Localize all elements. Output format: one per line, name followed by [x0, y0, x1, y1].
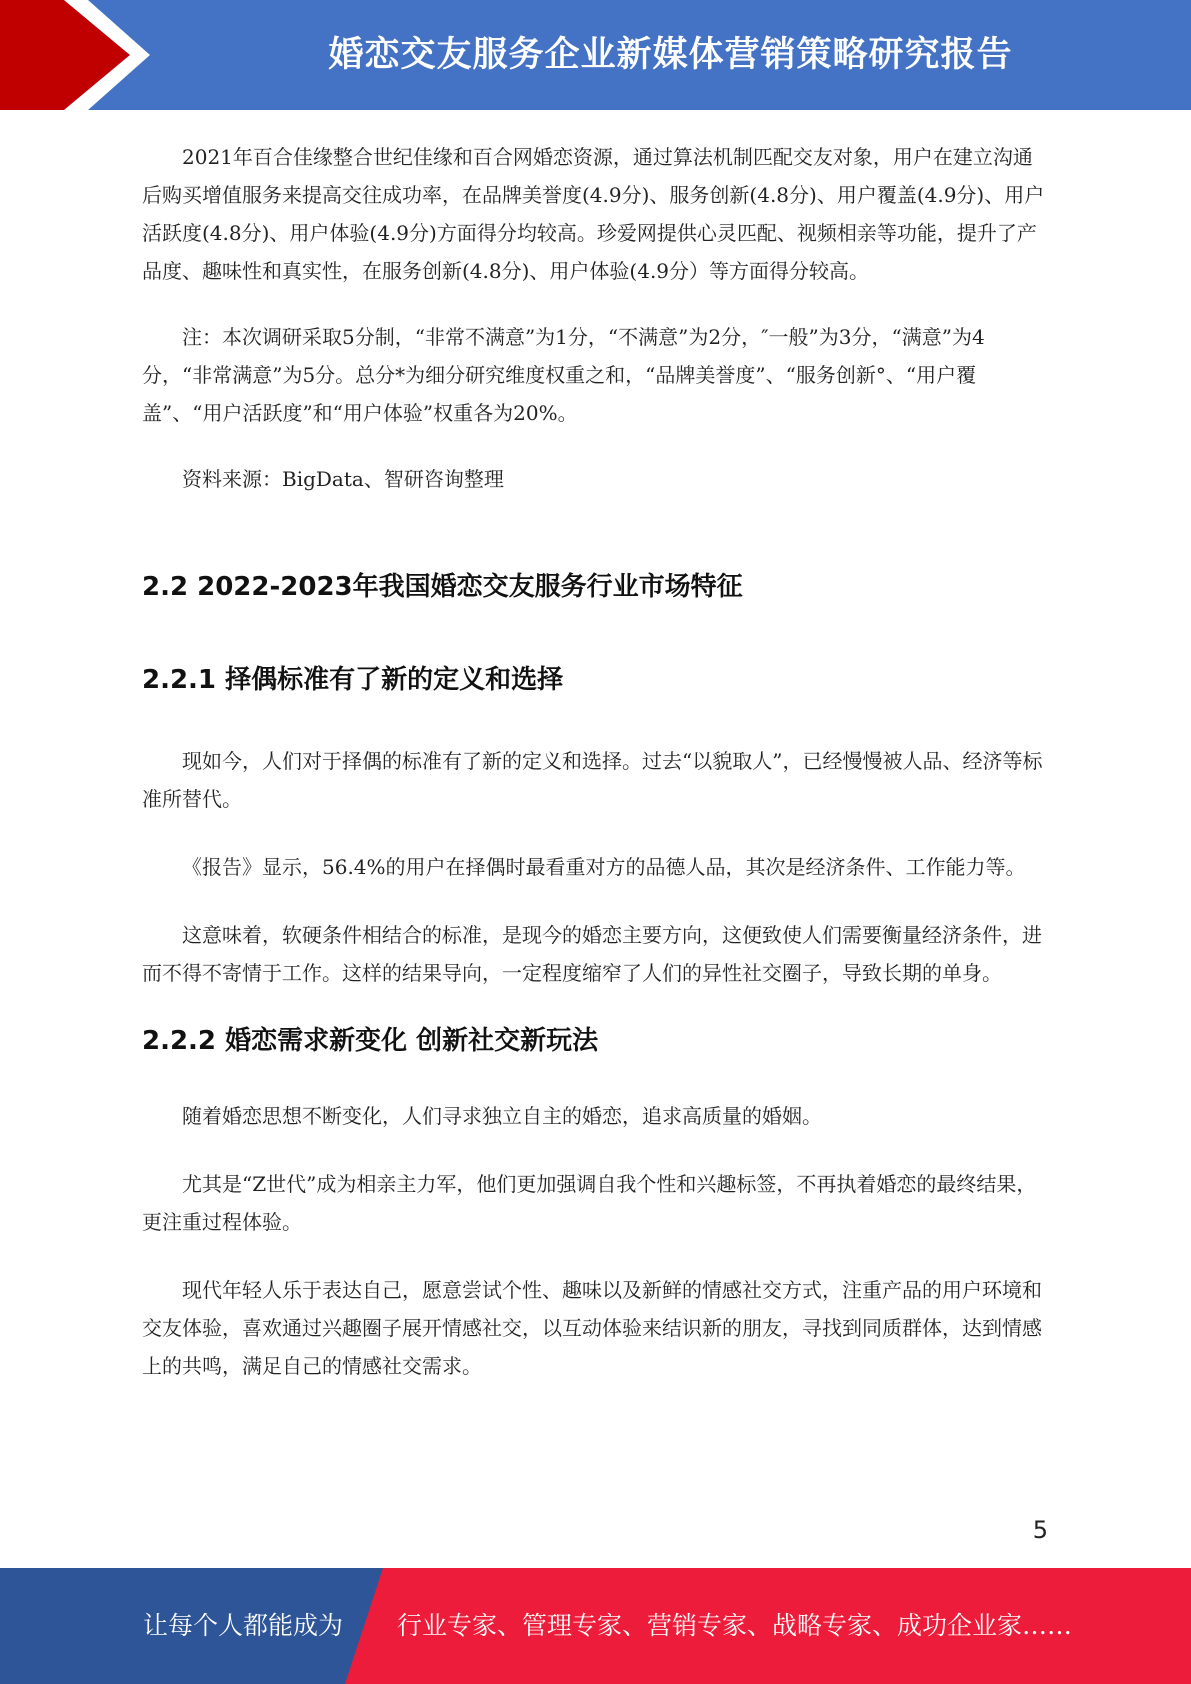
footer-roles: 行业专家、管理专家、营销专家、战略专家、成功企业家…… — [397, 1611, 1073, 1640]
header-red-arrow-decoration — [0, 0, 150, 110]
page-header — [0, 0, 1191, 110]
heading-2-2: 2.2 2022-2023年我国婚恋交友服务行业市场特征 — [142, 572, 743, 602]
paragraph-marriage-trends: 随着婚恋思想不断变化，人们寻求独立自主的婚恋，追求高质量的婚姻。 — [182, 1104, 822, 1128]
page-footer — [0, 1568, 1191, 1684]
main-content — [142, 138, 1047, 1385]
paragraph-report-findings: 《报告》显示，56.4%的用户在择偶时最看重对方的品德人品，其次是经济条件、工作能力等。 — [182, 855, 1026, 879]
page-number: 5 — [1032, 1516, 1048, 1544]
heading-2-2-2: 2.2.2 婚恋需求新变化 创新社交新玩法 — [142, 1026, 599, 1056]
paragraph-young-people: 现代年轻人乐于表达自己，愿意尝试个性、趣味以及新鲜的情感社交方式，注重产品的用户环境和交友体验，喜欢通过兴趣圈子展开情感社交，以互动体验来结识新的朋友，寻找到同质群体，达到情感上的共鸣，满足自己的情感社交需求。 — [142, 1278, 1042, 1378]
paragraph-data-source: 资料来源：BigData、智研咨询整理 — [182, 467, 504, 491]
paragraph-survey-note: 注：本次调研采取5分制，“非常不满意”为1分，“不满意”为2分，″一般”为3分，“满意”为4分，“非常满意”为5分。总分*为细分研究维度权重之和，“品牌美誉度”、“服务创新°、“用户覆盖”、“用户活跃度”和“用户体验”权重各为20%。 — [142, 325, 985, 425]
paragraph-gen-z: 尤其是“Z世代”成为相亲主力军，他们更加强调自我个性和兴趣标签，不再执着婚恋的最终结果，更注重过程体验。 — [142, 1172, 1037, 1234]
report-title: 婚恋交友服务企业新媒体营销策略研究报告 — [328, 35, 1013, 75]
paragraph-brand-scores: 2021年百合佳缘整合世纪佳缘和百合网婚恋资源，通过算法机制匹配交友对象，用户在建立沟通后购买增值服务来提高交往成功率，在品牌美誉度(4.9分)、服务创新(4.8分)、用户覆盖(4.9分)、用户活跃度(4.8分)、用户体验(4.9分)方面得分均较高。珍爱网提供心灵匹配、视频相亲等功能，提升了产品度、趣味性和真实性，在服务创新(4.8分)、用户体验(4.9分）等方面得分较高。 — [142, 145, 1045, 283]
footer-slogan: 让每个人都能成为 — [143, 1611, 344, 1640]
paragraph-mate-standards: 现如今，人们对于择偶的标准有了新的定义和选择。过去“以貌取人”，已经慢慢被人品、经济等标准所替代。 — [142, 749, 1043, 811]
paragraph-implications: 这意味着，软硬条件相结合的标准，是现今的婚恋主要方向，这便致使人们需要衡量经济条件，进而不得不寄情于工作。这样的结果导向，一定程度缩窄了人们的异性社交圈子，导致长期的单身。 — [142, 923, 1042, 985]
heading-2-2-1: 2.2.1 择偶标准有了新的定义和选择 — [142, 665, 564, 695]
